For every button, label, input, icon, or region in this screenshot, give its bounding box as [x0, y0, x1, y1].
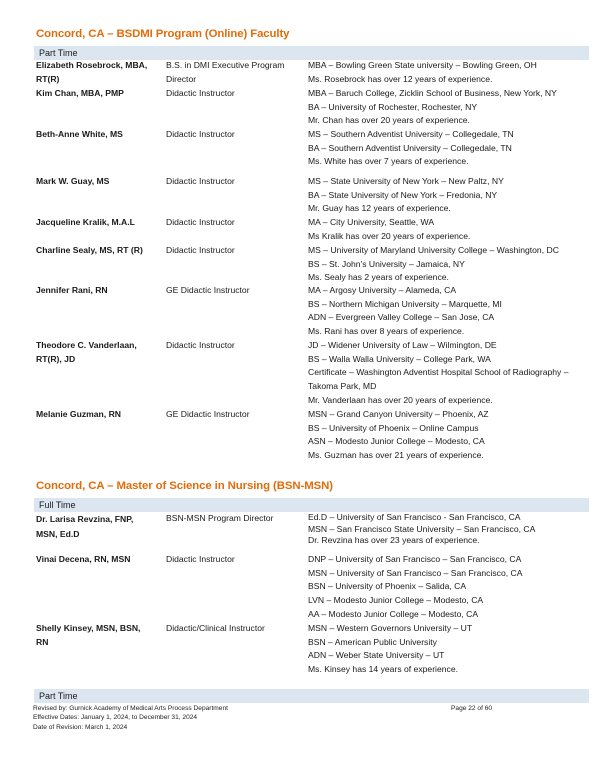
faculty-role: GE Didactic Instructor — [166, 409, 250, 419]
page-footer — [33, 704, 228, 732]
group-band-full-time: Full Time — [34, 498, 589, 512]
faculty-education: MA – City University, Seattle, WA Ms Kralik has over 20 years of experience. — [308, 217, 471, 241]
faculty-education: MS – State University of New York – New Paltz, NY BA – State University of New York – Fredonia, NY Mr. Guay has 12 years of experience. — [308, 176, 504, 214]
faculty-name: Shelly Kinsey, MSN, BSN, RN — [36, 623, 141, 647]
faculty-role: B.S. in DMI Executive Program Director — [166, 60, 285, 84]
group-band-part-time: Part Time — [34, 46, 589, 60]
faculty-name: Theodore C. Vanderlaan, RT(R), JD — [36, 340, 137, 364]
footer-effective-dates: Effective Dates: January 1, 2024, to December 31, 2024 — [33, 714, 198, 722]
page-number: Page 22 of 60 — [451, 705, 493, 712]
faculty-role: Didactic Instructor — [166, 554, 235, 564]
faculty-education: MBA – Bowling Green State university – Bowling Green, OH Ms. Rosebrock has over 12 years of experience. — [308, 60, 537, 84]
faculty-role: Didactic Instructor — [166, 176, 235, 186]
faculty-education: MSN – Western Governors University – UT BSN – American Public University ADN – Weber State University – UT Ms. Kinsey has 14 years of experience. — [308, 623, 473, 675]
faculty-education: MS – University of Maryland University College – Washington, DC BS – St. John's University – Jamaica, NY Ms. Sealy has 2 years of experience. — [308, 245, 559, 283]
faculty-name: Vinai Decena, RN, MSN — [36, 554, 131, 564]
faculty-name: Mark W. Guay, MS — [36, 176, 110, 186]
faculty-education: MBA – Baruch College, Zicklin School of Business, New York, NY BA – University of Rochester, Rochester, NY Mr. Chan has over 20 years of experience. — [308, 88, 557, 126]
faculty-education: MA – Argosy University – Alameda, CA BS – Northern Michigan University – Marquette, MI ADN – Evergreen Valley College – San Jose, CA Ms. Rani has over 8 years of experience. — [308, 285, 502, 337]
faculty-role: BSN-MSN Program Director — [166, 513, 274, 523]
section-title-bsdmi: Concord, CA – BSDMI Program (Online) Faculty — [36, 28, 290, 40]
faculty-role: Didactic Instructor — [166, 245, 235, 255]
faculty-name: Charline Sealy, MS, RT (R) — [36, 245, 143, 255]
faculty-role: Didactic Instructor — [166, 217, 235, 227]
faculty-education: JD – Widener University of Law – Wilmington, DE BS – Walla Walla University – College Park, WA Certificate – Washington Adventist Hospital School of Radiography – Takoma Park, MD Mr. Vanderlaan has over 20 years of experience. — [308, 340, 569, 405]
faculty-name: Jacqueline Kralik, M.A.L — [36, 217, 135, 227]
faculty-role: Didactic Instructor — [166, 88, 235, 98]
group-band-part-time: Part Time — [34, 689, 589, 703]
faculty-role: Didactic Instructor — [166, 129, 235, 139]
faculty-education: MS – Southern Adventist University – Collegedale, TN BA – Southern Adventist University – Collegedale, TN Ms. White has over 7 years of experience. — [308, 129, 514, 167]
faculty-education: Ed.D – University of San Francisco - San Francisco, CA MSN – San Francisco State University – San Francisco, CA Dr. Revzina has over 23 years of experience. — [308, 512, 536, 545]
faculty-name: Jennifer Rani, RN — [36, 285, 108, 295]
faculty-education: MSN – Grand Canyon University – Phoenix, AZ BS – University of Phoenix – Online Campus ASN – Modesto Junior College – Modesto, CA Ms. Guzman has over 21 years of experience. — [308, 409, 489, 461]
faculty-role: Didactic/Clinical Instructor — [166, 623, 265, 633]
faculty-name: Melanie Guzman, RN — [36, 409, 121, 419]
faculty-name: Dr. Larisa Revzina, FNP, MSN, Ed.D — [36, 514, 134, 539]
faculty-role: Didactic Instructor — [166, 340, 235, 350]
faculty-role: GE Didactic Instructor — [166, 285, 250, 295]
faculty-name: Elizabeth Rosebrock, MBA, RT(R) — [36, 60, 148, 84]
faculty-name: Beth-Anne White, MS — [36, 129, 123, 139]
footer-revised-by: Revised by: Gurnick Academy of Medical Arts Process Department — [33, 705, 228, 712]
footer-date-of-revision: Date of Revision: March 1, 2024 — [33, 723, 128, 731]
faculty-education: DNP – University of San Francisco – San Francisco, CA MSN – University of San Francisco – San Francisco, CA BSN – University of Phoenix – Salida, CA LVN – Modesto Junior College – Modesto, CA AA – Modesto Junior College – Modesto, CA — [308, 554, 523, 619]
faculty-name: Kim Chan, MBA, PMP — [36, 88, 124, 98]
section-title-bsn-msn: Concord, CA – Master of Science in Nursing (BSN-MSN) — [36, 480, 333, 492]
